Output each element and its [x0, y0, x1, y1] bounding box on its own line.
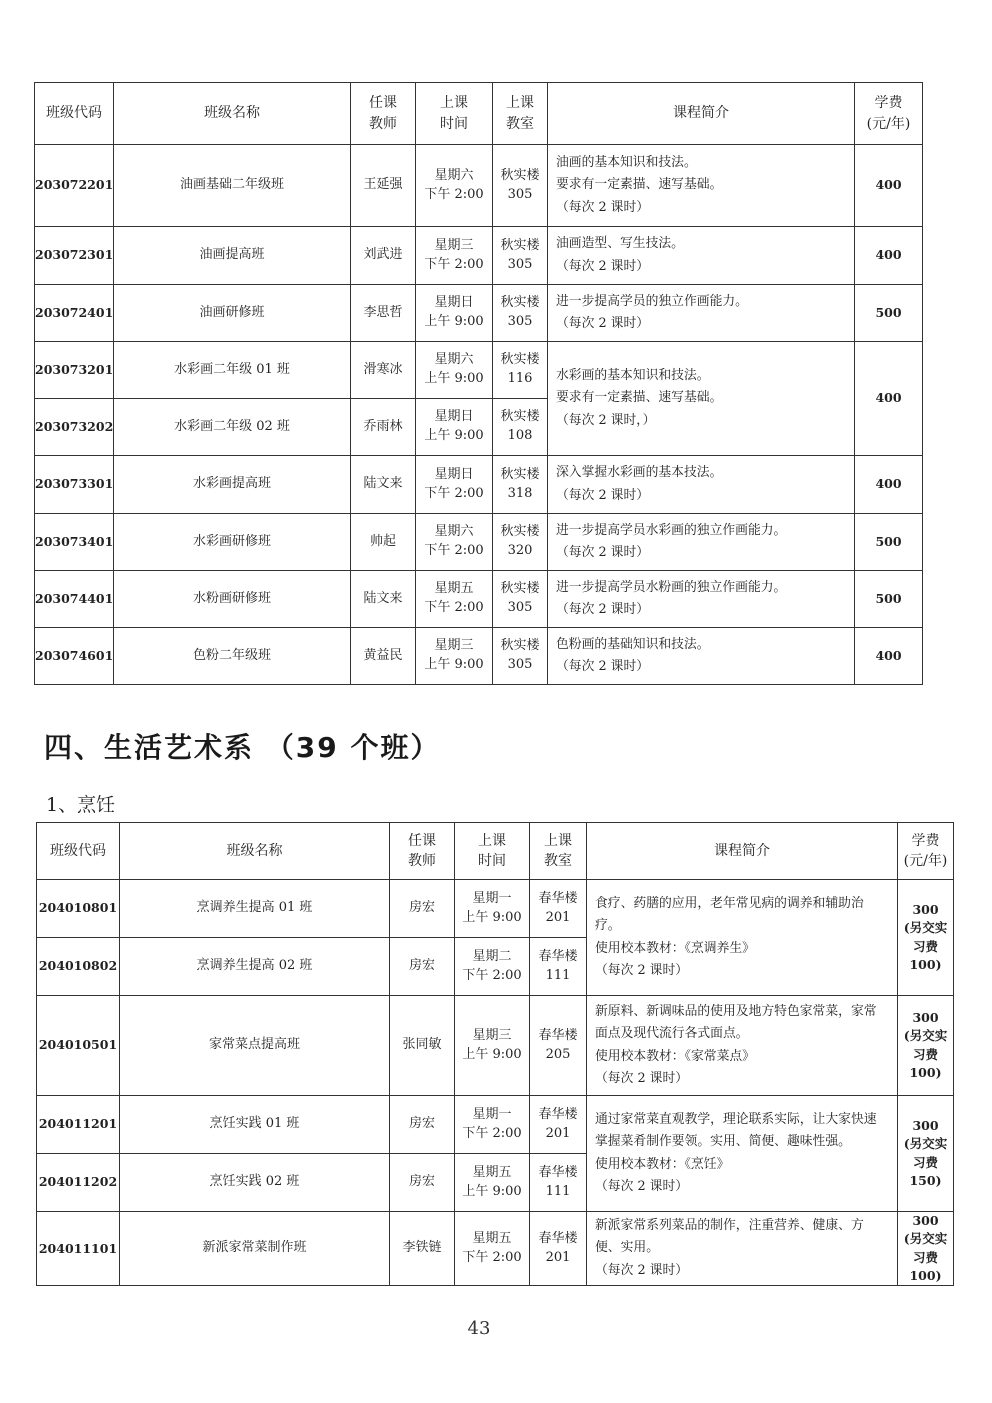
class-teacher: 王延强: [351, 145, 416, 227]
tuition-fee: 400: [855, 456, 923, 514]
class-room: 春华楼 205: [530, 996, 587, 1096]
class-time: 星期五 下午 2:00: [455, 1212, 530, 1286]
class-room: 春华楼 201: [530, 1096, 587, 1154]
class-name: 家常菜点提高班: [120, 996, 390, 1096]
class-teacher: 张同敏: [390, 996, 455, 1096]
class-code: 203072301: [35, 227, 114, 285]
class-name: 烹调养生提高 02 班: [120, 938, 390, 996]
table-row: [35, 571, 923, 628]
class-room: 秋实楼 320: [493, 514, 548, 571]
course-intro: 深入掌握水彩画的基本技法。 （每次 2 课时）: [548, 456, 855, 514]
class-teacher: 滑寒冰: [351, 342, 416, 399]
class-name: 油画提高班: [114, 227, 351, 285]
tuition-fee: 300 (另交实 习费 100): [898, 1212, 954, 1286]
class-room: 秋实楼 305: [493, 285, 548, 342]
table-header-row: [37, 823, 954, 880]
class-name: 水彩画提高班: [114, 456, 351, 514]
header-code: 班级代码: [35, 83, 114, 145]
course-intro: 食疗、药膳的应用，老年常见病的调养和辅助治疗。 使用校本教材：《烹调养生》 （每次 2 课时）: [587, 880, 898, 996]
class-time: 星期五 下午 2:00: [416, 571, 493, 628]
table-row: [35, 145, 923, 227]
class-name: 水彩画二年级 02 班: [114, 399, 351, 456]
class-name: 水彩画研修班: [114, 514, 351, 571]
class-room: 春华楼 111: [530, 938, 587, 996]
table-row: [35, 227, 923, 285]
class-code: 203073401: [35, 514, 114, 571]
class-code: 204010501: [37, 996, 120, 1096]
class-teacher: 帅起: [351, 514, 416, 571]
class-code: 204010802: [37, 938, 120, 996]
class-teacher: 陆文来: [351, 456, 416, 514]
class-code: 203072201: [35, 145, 114, 227]
class-name: 油画基础二年级班: [114, 145, 351, 227]
header-teacher: 任课 教师: [390, 823, 455, 880]
course-intro: 新派家常系列菜品的制作，注重营养、健康、方便、实用。 （每次 2 课时）: [587, 1212, 898, 1286]
course-intro: 新原料、新调味品的使用及地方特色家常菜，家常面点及现代流行各式面点。 使用校本教材：《家常菜点》 （每次 2 课时）: [587, 996, 898, 1096]
tuition-fee: 300 (另交实 习费 150): [898, 1096, 954, 1212]
class-time: 星期六 下午 2:00: [416, 514, 493, 571]
course-table-cooking: [36, 822, 954, 1286]
course-intro: 进一步提高学员水彩画的独立作画能力。 （每次 2 课时）: [548, 514, 855, 571]
page-number: 43: [467, 1318, 491, 1339]
course-intro: 进一步提高学员的独立作画能力。 （每次 2 课时）: [548, 285, 855, 342]
class-room: 春华楼 201: [530, 1212, 587, 1286]
class-teacher: 房宏: [390, 1096, 455, 1154]
table-row: [37, 1096, 954, 1154]
class-teacher: 刘武进: [351, 227, 416, 285]
class-code: 204011101: [37, 1212, 120, 1286]
table-row: [37, 880, 954, 938]
class-room: 秋实楼 305: [493, 571, 548, 628]
class-name: 水彩画二年级 01 班: [114, 342, 351, 399]
class-name: 新派家常菜制作班: [120, 1212, 390, 1286]
course-intro: 进一步提高学员水粉画的独立作画能力。 （每次 2 课时）: [548, 571, 855, 628]
class-name: 色粉二年级班: [114, 628, 351, 685]
class-teacher: 乔雨林: [351, 399, 416, 456]
class-teacher: 陆文来: [351, 571, 416, 628]
header-room: 上课 教室: [530, 823, 587, 880]
class-teacher: 房宏: [390, 880, 455, 938]
table-row: [35, 514, 923, 571]
table-row: [37, 1212, 954, 1286]
header-intro: 课程简介: [548, 83, 855, 145]
header-room: 上课 教室: [493, 83, 548, 145]
tuition-fee: 300 (另交实 习费 100): [898, 996, 954, 1096]
class-code: 204010801: [37, 880, 120, 938]
table-row: [35, 342, 923, 399]
class-name: 烹饪实践 01 班: [120, 1096, 390, 1154]
course-intro: 色粉画的基础知识和技法。 （每次 2 课时）: [548, 628, 855, 685]
tuition-fee: 500: [855, 571, 923, 628]
course-intro: 通过家常菜直观教学，理论联系实际，让大家快速掌握菜肴制作要领。实用、简便、趣味性强。 使用校本教材：《烹饪》 （每次 2 课时）: [587, 1096, 898, 1212]
class-time: 星期日 上午 9:00: [416, 399, 493, 456]
header-intro: 课程简介: [587, 823, 898, 880]
class-code: 203073201: [35, 342, 114, 399]
class-name: 水粉画研修班: [114, 571, 351, 628]
course-table-painting: [34, 82, 923, 685]
header-fee: 学费 (元/年): [898, 823, 954, 880]
header-time: 上课 时间: [416, 83, 493, 145]
class-time: 星期三 上午 9:00: [416, 628, 493, 685]
class-time: 星期三 下午 2:00: [416, 227, 493, 285]
subsection-heading: 1、烹饪: [46, 794, 116, 816]
class-room: 秋实楼 305: [493, 628, 548, 685]
class-time: 星期日 上午 9:00: [416, 285, 493, 342]
tuition-fee: 300 (另交实 习费 100): [898, 880, 954, 996]
tuition-fee: 400: [855, 628, 923, 685]
class-room: 秋实楼 116: [493, 342, 548, 399]
tuition-fee: 400: [855, 227, 923, 285]
class-teacher: 李铁链: [390, 1212, 455, 1286]
class-room: 秋实楼 108: [493, 399, 548, 456]
class-time: 星期二 下午 2:00: [455, 938, 530, 996]
section-heading: 四、生活艺术系 （39 个班）: [44, 731, 441, 764]
class-room: 秋实楼 305: [493, 227, 548, 285]
class-teacher: 房宏: [390, 938, 455, 996]
class-time: 星期五 上午 9:00: [455, 1154, 530, 1212]
header-fee: 学费 (元/年): [855, 83, 923, 145]
table-row: [35, 628, 923, 685]
course-intro: 油画造型、写生技法。 （每次 2 课时）: [548, 227, 855, 285]
class-time: 星期一 上午 9:00: [455, 880, 530, 938]
class-room: 春华楼 201: [530, 880, 587, 938]
class-teacher: 李思哲: [351, 285, 416, 342]
class-room: 秋实楼 305: [493, 145, 548, 227]
class-code: 204011202: [37, 1154, 120, 1212]
class-code: 203073301: [35, 456, 114, 514]
class-time: 星期一 下午 2:00: [455, 1096, 530, 1154]
class-time: 星期六 上午 9:00: [416, 342, 493, 399]
class-time: 星期六 下午 2:00: [416, 145, 493, 227]
table-row: [37, 996, 954, 1096]
header-teacher: 任课 教师: [351, 83, 416, 145]
class-code: 203073202: [35, 399, 114, 456]
class-teacher: 房宏: [390, 1154, 455, 1212]
class-room: 春华楼 111: [530, 1154, 587, 1212]
class-name: 油画研修班: [114, 285, 351, 342]
tuition-fee: 400: [855, 145, 923, 227]
class-time: 星期日 下午 2:00: [416, 456, 493, 514]
tuition-fee: 500: [855, 514, 923, 571]
tuition-fee: 400: [855, 342, 923, 456]
header-name: 班级名称: [120, 823, 390, 880]
table-row: [35, 285, 923, 342]
header-name: 班级名称: [114, 83, 351, 145]
class-name: 烹调养生提高 01 班: [120, 880, 390, 938]
class-time: 星期三 上午 9:00: [455, 996, 530, 1096]
course-intro: 水彩画的基本知识和技法。 要求有一定素描、速写基础。 （每次 2 课时，）: [548, 342, 855, 456]
course-intro: 油画的基本知识和技法。 要求有一定素描、速写基础。 （每次 2 课时）: [548, 145, 855, 227]
table-row: [35, 456, 923, 514]
tuition-fee: 500: [855, 285, 923, 342]
class-teacher: 黄益民: [351, 628, 416, 685]
class-code: 203072401: [35, 285, 114, 342]
class-room: 秋实楼 318: [493, 456, 548, 514]
class-code: 204011201: [37, 1096, 120, 1154]
table-header-row: [35, 83, 923, 145]
header-code: 班级代码: [37, 823, 120, 880]
class-code: 203074601: [35, 628, 114, 685]
header-time: 上课 时间: [455, 823, 530, 880]
class-name: 烹饪实践 02 班: [120, 1154, 390, 1212]
class-code: 203074401: [35, 571, 114, 628]
